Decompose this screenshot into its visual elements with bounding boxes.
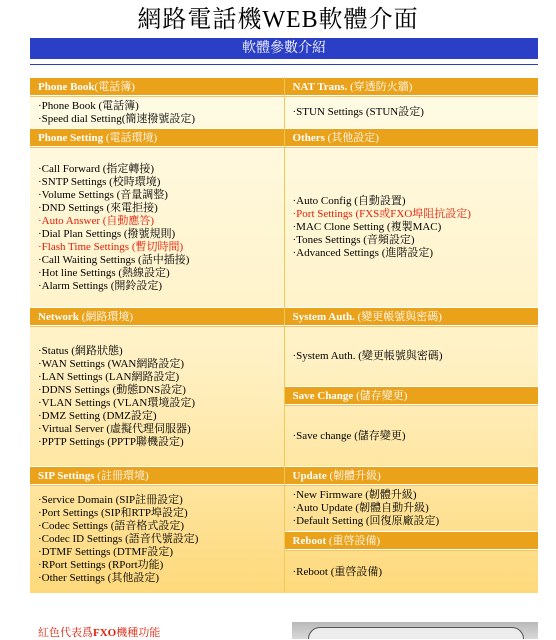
- nat-trans-header: NAT Trans. (穿透防火牆): [285, 77, 539, 96]
- list-item: ·DTMF Settings (DTMF設定): [38, 546, 174, 558]
- table-column-right: [285, 77, 539, 128]
- page-title: 網路電話機WEB軟體介面: [137, 7, 419, 33]
- table-column-left: [30, 128, 285, 307]
- system-auth-items: [285, 326, 539, 386]
- list-item: ·VLAN Settings (VLAN環境設定): [38, 396, 196, 409]
- list-item: ·Auto Answer (自動應答): [38, 214, 155, 227]
- list-item: ·Flash Time Settings (暫切時間): [38, 240, 184, 253]
- table-column-left: [30, 466, 285, 593]
- device-photo: [292, 622, 538, 639]
- list-item: ·System Auth. (變更帳號與密碼): [292, 350, 443, 362]
- table-column-left: [30, 77, 285, 128]
- list-item: ·DDNS Settings (動態DNS設定): [38, 383, 186, 396]
- network-items: [30, 326, 284, 466]
- list-item: ·RPort Settings (RPort功能): [38, 559, 164, 571]
- list-item: ·Auto Update (韌體自動升級): [292, 502, 429, 514]
- list-item: ·Volume Settings (音量調整): [38, 188, 168, 201]
- list-item: ·Speed dial Setting(簡速撥號設定): [38, 112, 196, 125]
- list-item: ·MAC Clone Setting (複製MAC): [292, 221, 442, 233]
- table-column-right: [285, 466, 539, 593]
- phone-setting-header: Phone Setting (電話環境): [30, 128, 284, 147]
- divider-line: [30, 64, 538, 65]
- list-item: ·Auto Config (自動設置): [292, 195, 406, 207]
- reboot-items: [285, 550, 539, 593]
- phone-book-items: [30, 96, 284, 128]
- list-item: ·Call Waiting Settings (話中插接): [38, 253, 190, 266]
- network-header: Network (網路環境): [30, 307, 284, 326]
- list-item: ·Hot line Settings (熱線設定): [38, 266, 170, 279]
- system-auth-header: System Auth. (變更帳號與密碼): [285, 307, 539, 326]
- list-item: ·Alarm Settings (開鈴設定): [38, 279, 163, 292]
- table-column-right: [285, 128, 539, 307]
- table-column-right: [285, 307, 539, 466]
- list-item: ·Dial Plan Settings (撥號規則): [38, 227, 176, 240]
- list-item: ·Reboot (重啓設備): [292, 565, 383, 578]
- list-item: ·Virtual Server (虛擬代理伺服器): [38, 422, 191, 435]
- reboot-header: Reboot (重啓設備): [285, 531, 539, 550]
- list-item: ·SNTP Settings (校時環境): [38, 175, 161, 188]
- table-row: [30, 77, 538, 128]
- phone-setting-items: [30, 147, 284, 307]
- list-item: ·LAN Settings (LAN網路設定): [38, 370, 180, 383]
- save-change-items: [285, 405, 539, 466]
- list-item: ·New Firmware (韌體升級): [292, 489, 417, 501]
- others-items: [285, 147, 539, 307]
- save-change-header: Save Change (儲存變更): [285, 386, 539, 405]
- table-row: [30, 307, 538, 466]
- list-item: ·Advanced Settings (進階設定): [292, 247, 434, 259]
- list-item: ·Call Forward (指定轉接): [38, 162, 155, 175]
- list-item: ·Service Domain (SIP註冊設定): [38, 494, 183, 506]
- list-item: ·PPTP Settings (PPTP聯機設定): [38, 435, 184, 448]
- list-item: ·Phone Book (電話簿): [38, 99, 139, 112]
- list-item: ·Port Settings (SIP和RTP埠設定): [38, 507, 188, 519]
- table-row: [30, 466, 538, 593]
- phone-device-image: [308, 627, 524, 639]
- table-column-left: [30, 307, 285, 466]
- phone-book-header: Phone Book(電話簿): [30, 77, 284, 96]
- list-item: ·DMZ Setting (DMZ設定): [38, 409, 157, 422]
- list-item: ·WAN Settings (WAN網路設定): [38, 357, 185, 370]
- list-item: ·Save change (儲存變更): [292, 429, 406, 442]
- footnote: 紅色代表爲FXO機種功能: [38, 627, 161, 639]
- feature-table: [30, 77, 538, 593]
- table-row: [30, 128, 538, 307]
- update-items: [285, 485, 539, 531]
- list-item: ·Status (網路狀態): [38, 344, 123, 357]
- list-item: ·Default Setting (回復原廠設定): [292, 515, 440, 527]
- list-item: ·DND Settings (來電拒接): [38, 201, 158, 214]
- sip-settings-header: SIP Settings (註冊環境): [30, 466, 284, 485]
- list-item: ·Codec ID Settings (語音代號設定): [38, 533, 199, 545]
- nat-trans-items: [285, 96, 539, 128]
- list-item: ·Other Settings (其他設定): [38, 572, 159, 584]
- list-item: ·Codec Settings (語音格式設定): [38, 520, 185, 532]
- update-header: Update (韌體升級): [285, 466, 539, 485]
- list-item: ·Port Settings (FXS或FXO埠阻抗設定): [292, 208, 471, 220]
- sip-settings-items: [30, 485, 284, 593]
- list-item: ·STUN Settings (STUN設定): [292, 106, 424, 118]
- section-banner: 軟體參數介紹: [30, 38, 538, 59]
- others-header: Others (其他設定): [285, 128, 539, 147]
- list-item: ·Tones Settings (音頻設定): [292, 234, 415, 246]
